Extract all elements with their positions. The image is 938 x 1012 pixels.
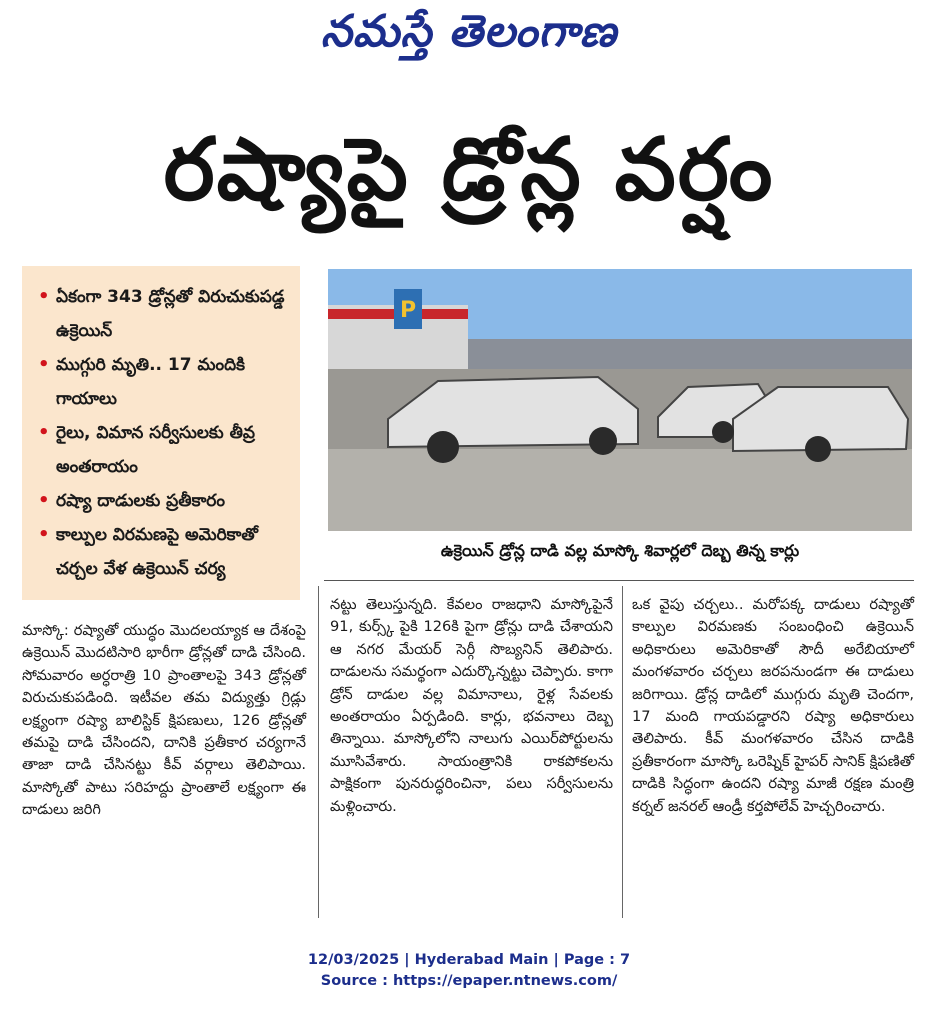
photo-caption: ఉక్రెయిన్ డ్రోన్ల దాడి వల్ల మాస్కో శివార్లలో దెబ్బ తిన్న కార్లు xyxy=(440,541,800,560)
bullet-icon: • xyxy=(38,354,50,375)
bullet-icon: • xyxy=(38,490,50,511)
highlight-item: • రైలు, విమాన సర్వీసులకు తీవ్ర అంతరాయం xyxy=(36,416,290,484)
column-divider xyxy=(622,586,623,918)
footer-date-edition: 12/03/2025 | Hyderabad Main | Page : 7 xyxy=(307,952,631,968)
bullet-icon: • xyxy=(38,524,50,545)
bullet-icon: • xyxy=(38,286,50,307)
masthead-logo: నమస్తే తెలంగాణ xyxy=(320,6,618,57)
footer xyxy=(0,950,938,992)
svg-text:P: P xyxy=(400,298,417,323)
highlight-item: • కాల్పుల విరమణపై అమెరికాతో చర్చల వేళ ఉక్రెయిన్ చర్య xyxy=(36,518,290,586)
footer-source-link[interactable]: Source : https://epaper.ntnews.com/ xyxy=(320,973,618,989)
headline: రష్యాపై డ్రోన్ల వర్షం xyxy=(163,120,775,220)
article-column-3: ఒక వైపు చర్చలు.. మరోపక్క దాడులు రష్యాతో కాల్పుల విరమణకు సంబంధించి ఉక్రెయిన్ అధికారులు అమెరికాతో సౌదీ అరేబియాలో మంగళవారం చర్చలు జరపనుండగా ఈ దాడులు జరిగాయి. డ్రోన్ల దాడిలో ముగ్గురు మృతి చెందగా, 17 మంది గాయపడ్డారని రష్యా అధికారులు తెలిపారు. కీవ్ మంగళవారం చేసిన దాడికి ప్రతీకారంగా మాస్కో ఒరెష్నిక్ హైపర్ సానిక్ క్షిపణితో దాడికి సిద్ధంగా ఉందని రష్యా మాజీ రక్షణ మంత్రి కర్నల్ జనరల్ ఆండ్రీ కర్తపోలేవ్ హెచ్చరించారు. xyxy=(632,596,914,815)
highlights-box xyxy=(22,266,300,600)
article-column-2: నట్టు తెలుస్తున్నది. కేవలం రాజధాని మాస్కోపైనే 91, కుర్స్క్ పైకి 126కి పైగా డ్రోన్లు దాడి చేశాయని ఆ నగర మేయర్ సెర్గీ సొబ్యనిన్ తెలిపారు. దాడులను సమర్థంగా ఎదుర్కొన్నట్టు చెప్పారు. కాగా డ్రోన్ దాడుల వల్ల విమానాలు, రైళ్ల సేవలకు అంతరాయం ఏర్పడింది. కార్లు, భవనాలు దెబ్బ తిన్నాయి. మాస్కోలోని నాలుగు ఎయిర్‌పోర్టులను మూసివేశారు. సాయంత్రానికి రాకపోకలను పాక్షికంగా పునరుద్ధరించినా, పలు సర్వీసులను మళ్లించారు. xyxy=(330,596,613,815)
bullet-icon: • xyxy=(38,422,50,443)
article-column-1: మాస్కో: రష్యాతో యుద్ధం మొదలయ్యాక ఆ దేశంపై ఉక్రెయిన్ మొదటిసారి భారీగా డ్రోన్లతో దాడి చేసింది. సోమవారం అర్ధరాత్రి 10 ప్రాంతాలపై 343 డ్రోన్లతో విరుచుకుపడింది. ఇటీవల తమ విద్యుత్తు గ్రిడ్లు లక్ష్యంగా రష్యా బాలిస్టిక్ క్షిపణులు, 126 డ్రోన్లతో తమపై దాడి చేసిందని, దానికి ప్రతీకార చర్యగానే తాజా దాడి చేసినట్టు కీవ్ వర్గాలు తెలిపాయి. మాస్కోతో పాటు సరిహద్దు ప్రాంతాలే లక్ష్యంగా ఈ దాడులు జరిగి xyxy=(22,622,306,819)
caption-divider xyxy=(324,580,914,581)
highlight-item: • ఏకంగా 343 డ్రోన్లతో విరుచుకుపడ్డ ఉక్రెయిన్ xyxy=(36,280,290,348)
column-divider xyxy=(318,586,319,918)
highlight-item: • ముగ్గురి మృతి.. 17 మందికి గాయాలు xyxy=(36,348,290,416)
highlight-item: • రష్యా దాడులకు ప్రతీకారం xyxy=(36,484,290,518)
news-photo xyxy=(328,269,912,531)
burnt-cars-photo xyxy=(328,269,912,531)
